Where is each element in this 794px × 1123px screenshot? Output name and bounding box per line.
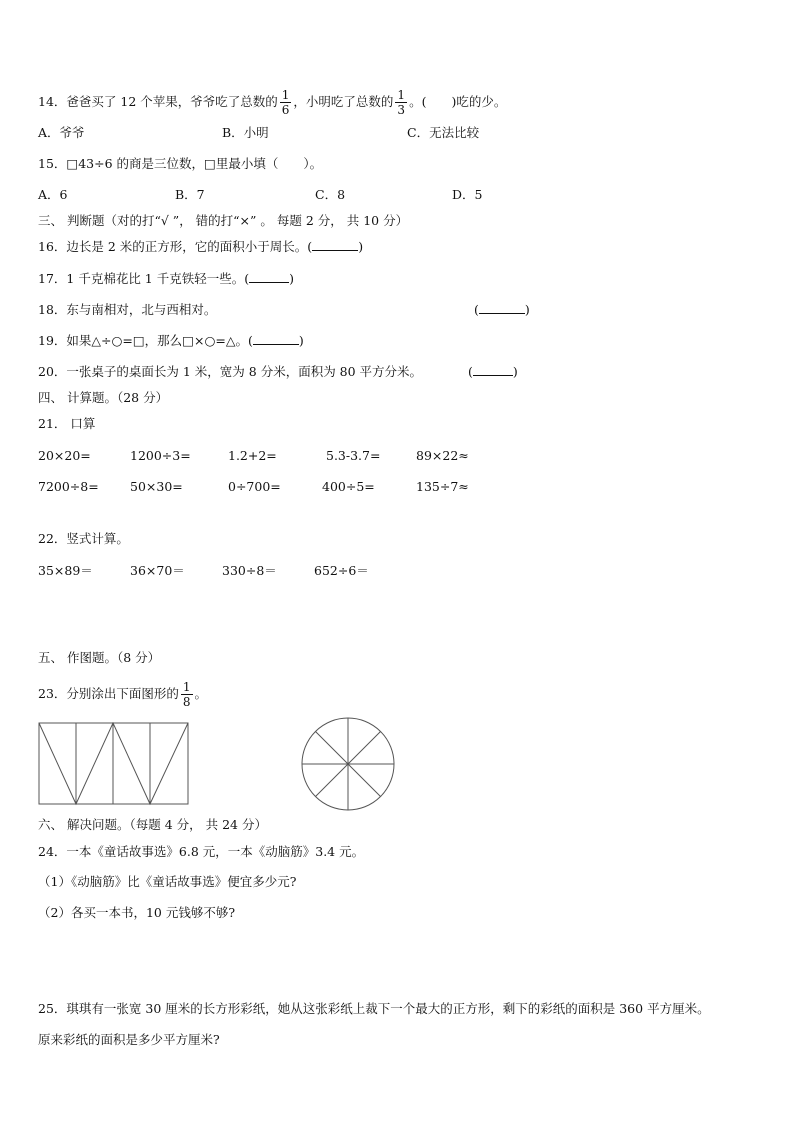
q22-row [38, 562, 738, 580]
question-24: 24．一本《童话故事选》6.8 元，一本《动脑筋》3.4 元。 [38, 844, 365, 859]
q15-option-d[interactable]: D．5 [452, 187, 483, 202]
q21-item: 0÷700= [228, 479, 281, 494]
paren-close: ) [298, 333, 304, 348]
q14-text-c: 。( )吃的少。 [409, 94, 507, 109]
q21-item: 400÷5= [322, 479, 375, 494]
q15-option-a[interactable]: A．6 [38, 187, 68, 202]
q21-row-1 [38, 447, 738, 465]
q22-item: 35×89＝ [38, 563, 93, 578]
rectangle-figure[interactable] [38, 722, 190, 806]
fraction-one-sixth: $\frac{1}{6}$ [281, 88, 290, 117]
question-25-line-1: 25．琪琪有一张宽 30 厘米的长方形彩纸，她从这张彩纸上裁下一个最大的正方形，剩下的彩纸的面积是 360 平方厘米。 [38, 1001, 710, 1016]
q14-option-b[interactable]: B．小明 [222, 125, 269, 140]
answer-blank[interactable] [249, 270, 289, 283]
q14-text-b: ，小明吃了总数的 [293, 94, 394, 109]
q21-item: 135÷7≈ [416, 479, 469, 494]
question-20: 20．一张桌子的桌面长为 1 米，宽为 8 分米，面积为 80 平方分米。 [38, 364, 423, 379]
q15-option-c[interactable]: C．8 [315, 187, 346, 202]
q23-text-a: 23．分别涂出下面图形的 [38, 686, 179, 701]
q17-text: 17．1 千克棉花比 1 千克铁轻一些。( [38, 271, 250, 286]
answer-blank[interactable] [312, 238, 358, 251]
question-25-line-2: 原来彩纸的面积是多少平方厘米? [38, 1032, 220, 1047]
fraction-one-eighth: $\frac{1}{8}$ [182, 680, 191, 709]
question-24-sub-2: （2）各买一本书，10 元钱够不够? [38, 905, 236, 920]
q18-answer: ( ) [474, 302, 530, 317]
q22-item: 652÷6＝ [314, 563, 369, 578]
q21-item: 7200÷8= [38, 479, 99, 494]
fraction-one-third: $\frac{1}{3}$ [397, 88, 406, 117]
q22-item: 36×70＝ [130, 563, 185, 578]
q22-item: 330÷8＝ [222, 563, 277, 578]
question-21-title: 21． 口算 [38, 416, 96, 431]
q21-item: 1.2+2= [228, 448, 277, 463]
q14-option-a[interactable]: A．爷爷 [38, 125, 85, 140]
section-5-heading: 五、 作图题。（8 分） [38, 650, 161, 665]
question-24-sub-1: （1）《动脑筋》比《童话故事选》便宜多少元? [38, 874, 297, 889]
answer-blank[interactable] [253, 332, 299, 345]
paren-close: ) [289, 271, 294, 286]
question-19 [38, 332, 304, 350]
q21-item: 89×22≈ [416, 448, 469, 463]
question-17 [38, 270, 294, 288]
q14-option-c[interactable]: C．无法比较 [407, 125, 480, 140]
answer-blank[interactable] [479, 301, 525, 314]
circle-figure[interactable] [300, 716, 396, 812]
q21-row-2 [38, 478, 738, 496]
q23-text-b: 。 [194, 686, 208, 701]
section-4-heading: 四、 计算题。（28 分） [38, 390, 169, 405]
question-18: 18．东与南相对，北与西相对。 [38, 302, 217, 317]
q14-text-a: 14．爸爸买了 12 个苹果，爷爷吃了总数的 [38, 94, 278, 109]
question-22-title: 22．竖式计算。 [38, 531, 129, 546]
paren-close: ) [358, 239, 364, 254]
q15-option-b[interactable]: B．7 [175, 187, 205, 202]
q21-item: 20×20= [38, 448, 91, 463]
section-6-heading: 六、 解决问题。（每题 4 分， 共 24 分） [38, 817, 267, 832]
question-15: 15．□43÷6 的商是三位数，□里最小填（ ）。 [38, 156, 323, 171]
question-16 [38, 238, 363, 256]
section-3-heading: 三、 判断题（对的打“√ ”， 错的打“×” 。 每题 2 分， 共 10 分） [38, 213, 409, 228]
q20-answer: ( ) [468, 364, 518, 379]
question-14 [38, 88, 506, 117]
q21-item: 1200÷3= [130, 448, 191, 463]
q16-text: 16．边长是 2 米的正方形，它的面积小于周长。( [38, 239, 313, 254]
q21-item: 50×30= [130, 479, 183, 494]
q21-item: 5.3-3.7= [326, 448, 381, 463]
answer-blank[interactable] [473, 363, 513, 376]
q19-text: 19．如果△÷○=□，那么□×○=△。( [38, 333, 253, 348]
question-23 [38, 680, 207, 709]
